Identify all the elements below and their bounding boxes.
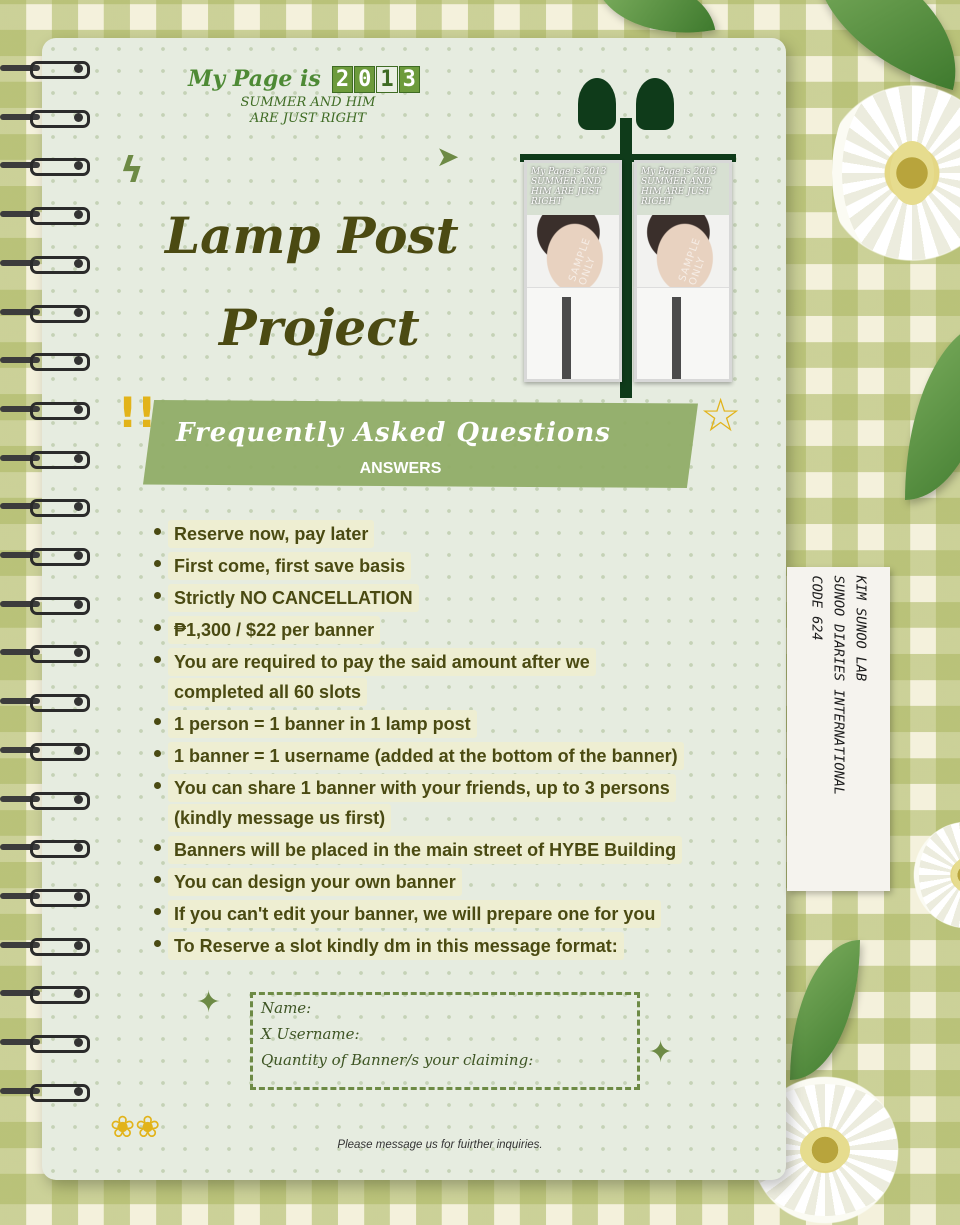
faq-subheading: [143, 460, 793, 478]
rule-text: ₱1,300 / $22 per banner: [168, 616, 380, 644]
year-digit: 1: [376, 66, 397, 93]
spiral-ring: [0, 839, 86, 857]
spiral-ring: [0, 60, 86, 78]
spiral-ring: [0, 304, 86, 322]
spiral-ring: [0, 742, 86, 760]
spiral-ring: [0, 352, 86, 370]
bullet-icon: [154, 560, 161, 567]
message-format-box: [250, 992, 640, 1090]
banner-watermark: SAMPLE ONLY: [567, 236, 598, 287]
tag-line: SUNOO DIARIES INTERNATIONAL: [830, 575, 847, 795]
rule-item: [148, 742, 684, 770]
lamp-head-icon: [578, 78, 616, 130]
daisy-flower-decoration: [912, 810, 960, 940]
spiral-ring: [0, 547, 86, 565]
footer-note: Please message us for fuirther inquiries.: [337, 1139, 543, 1151]
rules-list: [148, 520, 684, 964]
spiral-binding: [0, 60, 90, 1170]
banner-mini-text: My Page is 2013 SUMMER AND HIM ARE JUST RIGHT: [531, 167, 607, 207]
rule-item: [148, 868, 684, 896]
rule-item: [148, 584, 684, 612]
paper-plane-doodle-icon: ➤: [436, 140, 460, 173]
year-digit: 2: [332, 66, 353, 93]
rule-text: (kindly message us first): [168, 804, 391, 832]
brand-tagline-line: ARE JUST RIGHT: [250, 111, 366, 126]
brand-year: [332, 66, 421, 93]
tag-text: [787, 568, 890, 892]
rule-item: [148, 552, 684, 580]
banner-sample-image: [634, 160, 732, 382]
spiral-ring: [0, 693, 86, 711]
exclamation-icon: !!: [118, 388, 157, 437]
rule-text: 1 banner = 1 username (added at the bottom of the banner): [168, 742, 684, 770]
rule-text: To Reserve a slot kindly dm in this message format:: [168, 932, 624, 960]
bullet-icon: [154, 782, 161, 789]
spiral-ring: [0, 450, 86, 468]
rule-text: If you can't edit your banner, we will prepare one for you: [168, 900, 661, 928]
brand-line-1: My Page is: [188, 66, 321, 92]
flower-doodle-icon: ❀❀: [110, 1110, 161, 1145]
form-name-label: Name:: [261, 999, 312, 1017]
rule-text: You are required to pay the said amount after we: [168, 648, 596, 676]
spiral-ring: [0, 1083, 86, 1101]
spiral-ring: [0, 109, 86, 127]
faq-subheading-text: ANSWERS: [359, 460, 442, 477]
spiral-ring: [0, 888, 86, 906]
star-doodle-icon: ☆: [700, 388, 742, 442]
rule-text: First come, first save basis: [168, 552, 411, 580]
bullet-icon: [154, 624, 161, 631]
year-digit: 3: [399, 66, 420, 93]
rule-item: [148, 616, 684, 644]
bullet-icon: [154, 844, 161, 851]
rule-text: You can design your own banner: [168, 868, 462, 896]
daisy-flower-decoration: [832, 58, 960, 288]
tag-line: KIM SUNOO LAB: [852, 575, 869, 682]
lamp-post-illustration: [520, 78, 740, 398]
bullet-icon: [154, 656, 161, 663]
rule-item: [148, 932, 684, 960]
spiral-ring: [0, 255, 86, 273]
title-line: Project: [219, 298, 420, 357]
form-quantity-label: Quantity of Banner/s your claiming:: [261, 1051, 534, 1069]
brand-tagline: [188, 95, 428, 127]
bullet-icon: [154, 908, 161, 915]
tag-line: CODE 624: [808, 575, 825, 641]
rule-text: Reserve now, pay later: [168, 520, 374, 548]
sparkle-doodle-icon: ✦: [648, 1035, 674, 1070]
spiral-ring: [0, 596, 86, 614]
bullet-icon: [154, 750, 161, 757]
rule-text: You can share 1 banner with your friends, up to 3 persons: [168, 774, 676, 802]
faq-heading: Frequently Asked Questions: [176, 418, 611, 448]
spiral-ring: [0, 401, 86, 419]
bullet-icon: [154, 718, 161, 725]
lamp-head-icon: [636, 78, 674, 130]
banner-sample-image: [524, 160, 622, 382]
brand-logo: [188, 66, 428, 150]
rule-text: Strictly NO CANCELLATION: [168, 584, 419, 612]
leaf-decoration: [790, 940, 860, 1080]
year-digit: 0: [354, 66, 375, 93]
banner-watermark: SAMPLE ONLY: [677, 236, 708, 287]
spiral-ring: [0, 937, 86, 955]
lightning-doodle-icon: ϟ: [120, 150, 144, 191]
rule-item: [148, 648, 684, 706]
rule-item: [148, 774, 684, 832]
rule-item: [148, 836, 684, 864]
bullet-icon: [154, 940, 161, 947]
title-line: Lamp Post: [165, 206, 459, 265]
spiral-ring: [0, 791, 86, 809]
bullet-icon: [154, 528, 161, 535]
paper-tag: [787, 567, 890, 891]
bullet-icon: [154, 876, 161, 883]
brand-tagline-line: SUMMER AND HIM: [240, 95, 376, 110]
bullet-icon: [154, 592, 161, 599]
spiral-ring: [0, 644, 86, 662]
spiral-ring: [0, 498, 86, 516]
spiral-ring: [0, 206, 86, 224]
leaf-decoration: [905, 320, 960, 500]
rule-text: completed all 60 slots: [168, 678, 367, 706]
rule-item: [148, 900, 684, 928]
spiral-ring: [0, 1034, 86, 1052]
project-title: [165, 190, 495, 374]
rule-item: [148, 520, 684, 548]
sparkle-doodle-icon: ✦: [196, 985, 222, 1020]
rule-item: [148, 710, 684, 738]
rule-text: 1 person = 1 banner in 1 lamp post: [168, 710, 477, 738]
banner-mini-text: My Page is 2013 SUMMER AND HIM ARE JUST RIGHT: [641, 167, 717, 207]
spiral-ring: [0, 985, 86, 1003]
spiral-ring: [0, 157, 86, 175]
form-username-label: X Username:: [261, 1025, 360, 1043]
rule-text: Banners will be placed in the main street of HYBE Building: [168, 836, 682, 864]
